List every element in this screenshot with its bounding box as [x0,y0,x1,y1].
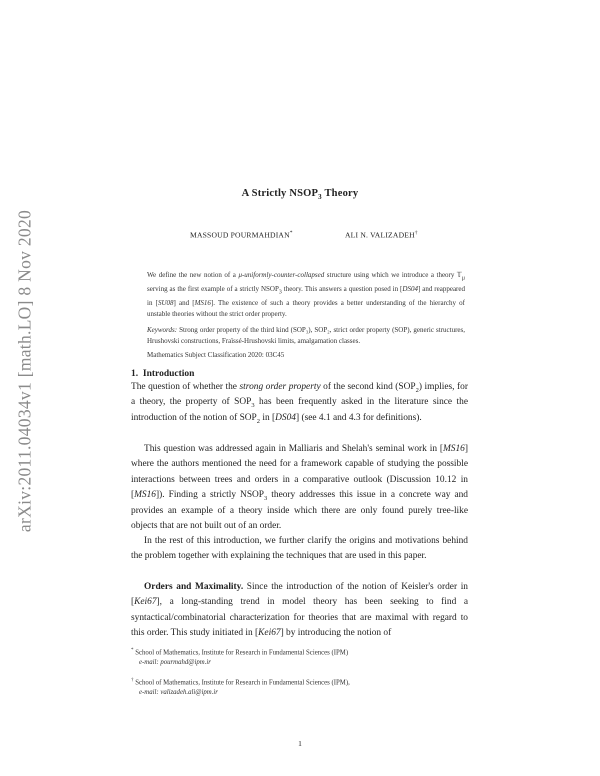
abstract: We define the new notion of a μ-uniformly-counter-collapsed structure using which we introduce a theory 𝕋$_\mu$ serving as the first example of a strictly $NSOP_3$ theory. This answers a question posed in [DS04] and reappeared in [SU08] and [MS16]. The existence of such a theory provides a better understanding of the hierarchy of unstable theories without the strict order property. [147,271,465,318]
keywords-label: Keywords: [147,326,178,334]
arxiv-identifier [14,176,36,566]
author-2: ALI N. VALIZADEH† [345,230,418,240]
page-number: 1 [298,739,302,748]
keywords: Keywords: Strong order property of the third kind (SOP₃), SOP₂, strict order property (SOP), generic structures, Hrushovski constructions, Fraïssé-Hrushovski limits, amalgamation classes. [147,326,465,345]
msc-classification: Mathematics Subject Classification 2020: 03C45 [147,351,285,359]
citation: MS16 [134,490,156,501]
paragraph-4: Orders and Maximality. Since the introduction of the notion of Keisler's order in [Kei67], a long-standing trend in model theory has been seeking to find a syntactical/combinatorial characterization for theories that are maximal with regard to this order. This study initiated in [Kei67] by introducing the notion of [131,582,468,639]
paragraph-2: This question was addressed again in Malliaris and Shelah's seminal work in [MS16] where the authors mentioned the need for a framework capable of studying the possible interactions between trees and orders in a comparative outlook (Discussion 10.12 in [MS16]). Finding a strictly $NSOP_3$ theory addresses this issue in a concrete way and provides an example of a theory inside which there are only found purely tree-like objects that are not built out of an order. [131,444,468,532]
footnote-2: † School of Mathematics, Institute for Research in Fundamental Sciences (IPM), e-mail: valizadeh.ali@ipm.ir [131,676,468,697]
citation: DS04 [275,412,296,423]
section-heading: 1. Introduction [131,369,195,379]
paragraph-heading: Orders and Maximality. [144,582,244,592]
citation: Kei67 [134,597,157,608]
citation: SU08 [157,298,174,307]
author-1: MASSOUD POURMAHDIAN* [190,230,293,240]
citation: MS16 [443,444,465,454]
paragraph-3: In the rest of this introduction, we further clarify the origins and motivations behind the problem together with explaining the techniques that are used in this paper. [131,536,468,562]
arxiv-identifier-text: arXiv:2011.04034v1 [math.LO] 8 Nov 2020 [14,209,35,533]
paragraph-1: The question of whether the strong order property of the second kind $(SOP_2)$ implies, for a theory, the property of $SOP_3$ has been frequently asked in the literature since the introduction of the notion of $SOP_2$ in [DS04] (see 4.1 and 4.3 for definitions). [131,382,468,425]
citation: DS04 [402,284,418,293]
citation: MS16 [194,298,211,307]
paper-title: A Strictly $NSOP_3$ Theory [241,188,359,202]
email-2: e-mail: valizadeh.ali@ipm.ir [139,688,218,696]
footnote-1: * School of Mathematics, Institute for Research in Fundamental Sciences (IPM) e-mail: pourmahd@ipm.ir [131,646,468,667]
citation: Kei67 [258,628,281,639]
email-1: e-mail: pourmahd@ipm.ir [139,658,211,666]
